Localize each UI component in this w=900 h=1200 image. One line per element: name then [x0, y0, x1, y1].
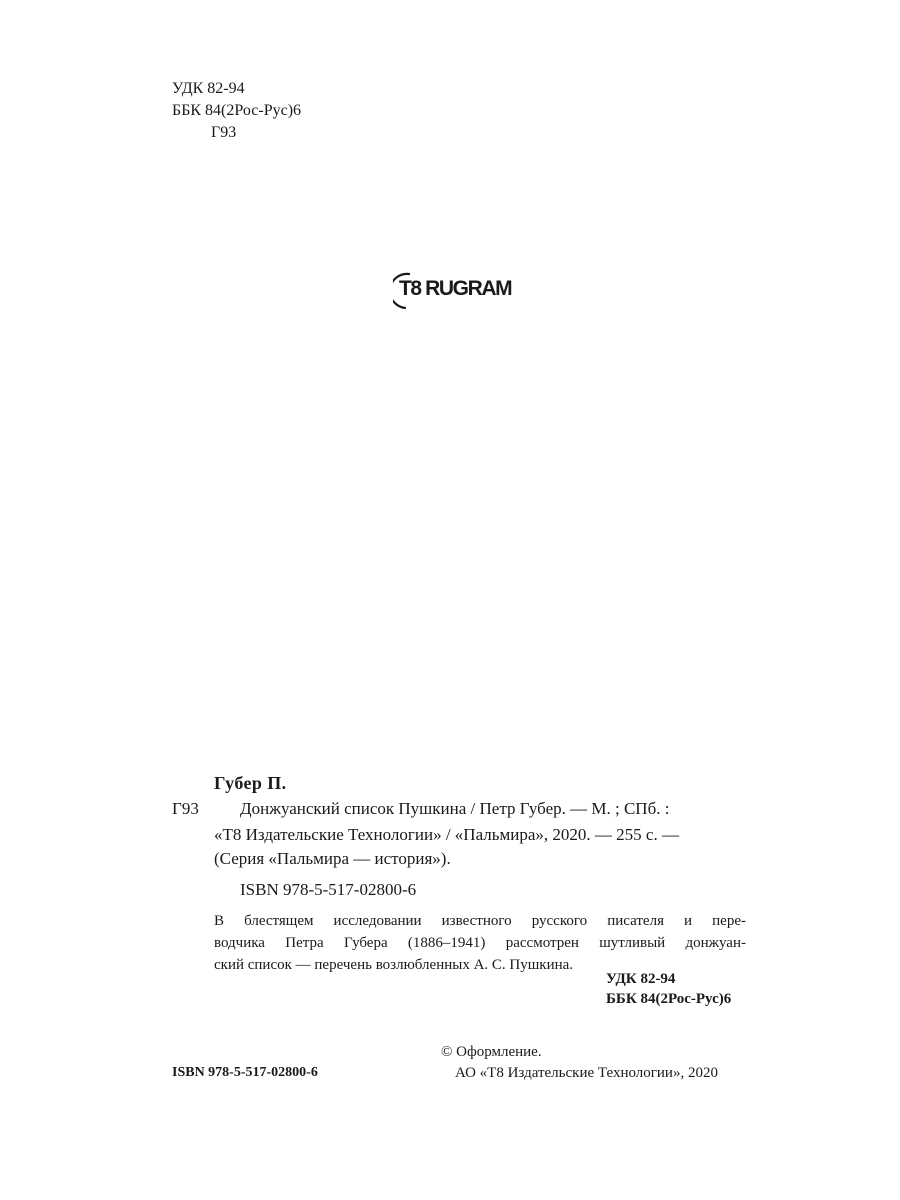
bib-line-1: Донжуанский список Пушкина / Петр Губер. — М. ; СПб. :	[240, 799, 670, 818]
bbk-code-top: ББК 84(2Рос-Рус)6	[172, 102, 302, 119]
copyright-line-1: © Оформление.	[441, 1044, 542, 1060]
bbk-code-card: ББК 84(2Рос-Рус)6	[606, 991, 732, 1007]
annotation-line-2: водчика Петра Губера (1886–1941) рассмотрен шутливый донжуан-	[214, 935, 746, 951]
author-sign-top: Г93	[211, 124, 237, 141]
isbn-card: ISBN 978-5-517-02800-6	[240, 880, 417, 899]
udk-code-top: УДК 82-94	[172, 80, 245, 97]
udk-code-card: УДК 82-94	[606, 971, 676, 987]
author-heading: Губер П.	[214, 773, 287, 793]
annotation-line-3: ский список — перечень возлюбленных А. С. Пушкина.	[214, 957, 574, 973]
logo-text: T8 RUGRAM	[399, 277, 512, 300]
author-sign-card: Г93	[172, 799, 199, 818]
isbn-footer: ISBN 978-5-517-02800-6	[172, 1065, 318, 1080]
copyright-line-2: АО «Т8 Издательские Технологии», 2020	[455, 1065, 718, 1081]
annotation	[214, 910, 746, 976]
bib-line-2: «Т8 Издательские Технологии» / «Пальмира», 2020. — 255 с. —	[214, 825, 679, 844]
publisher-logo	[393, 268, 528, 312]
annotation-line-1: В блестящем исследовании известного русского писателя и пере-	[214, 913, 746, 929]
bib-line-3: (Серия «Пальмира — история»).	[214, 849, 451, 868]
